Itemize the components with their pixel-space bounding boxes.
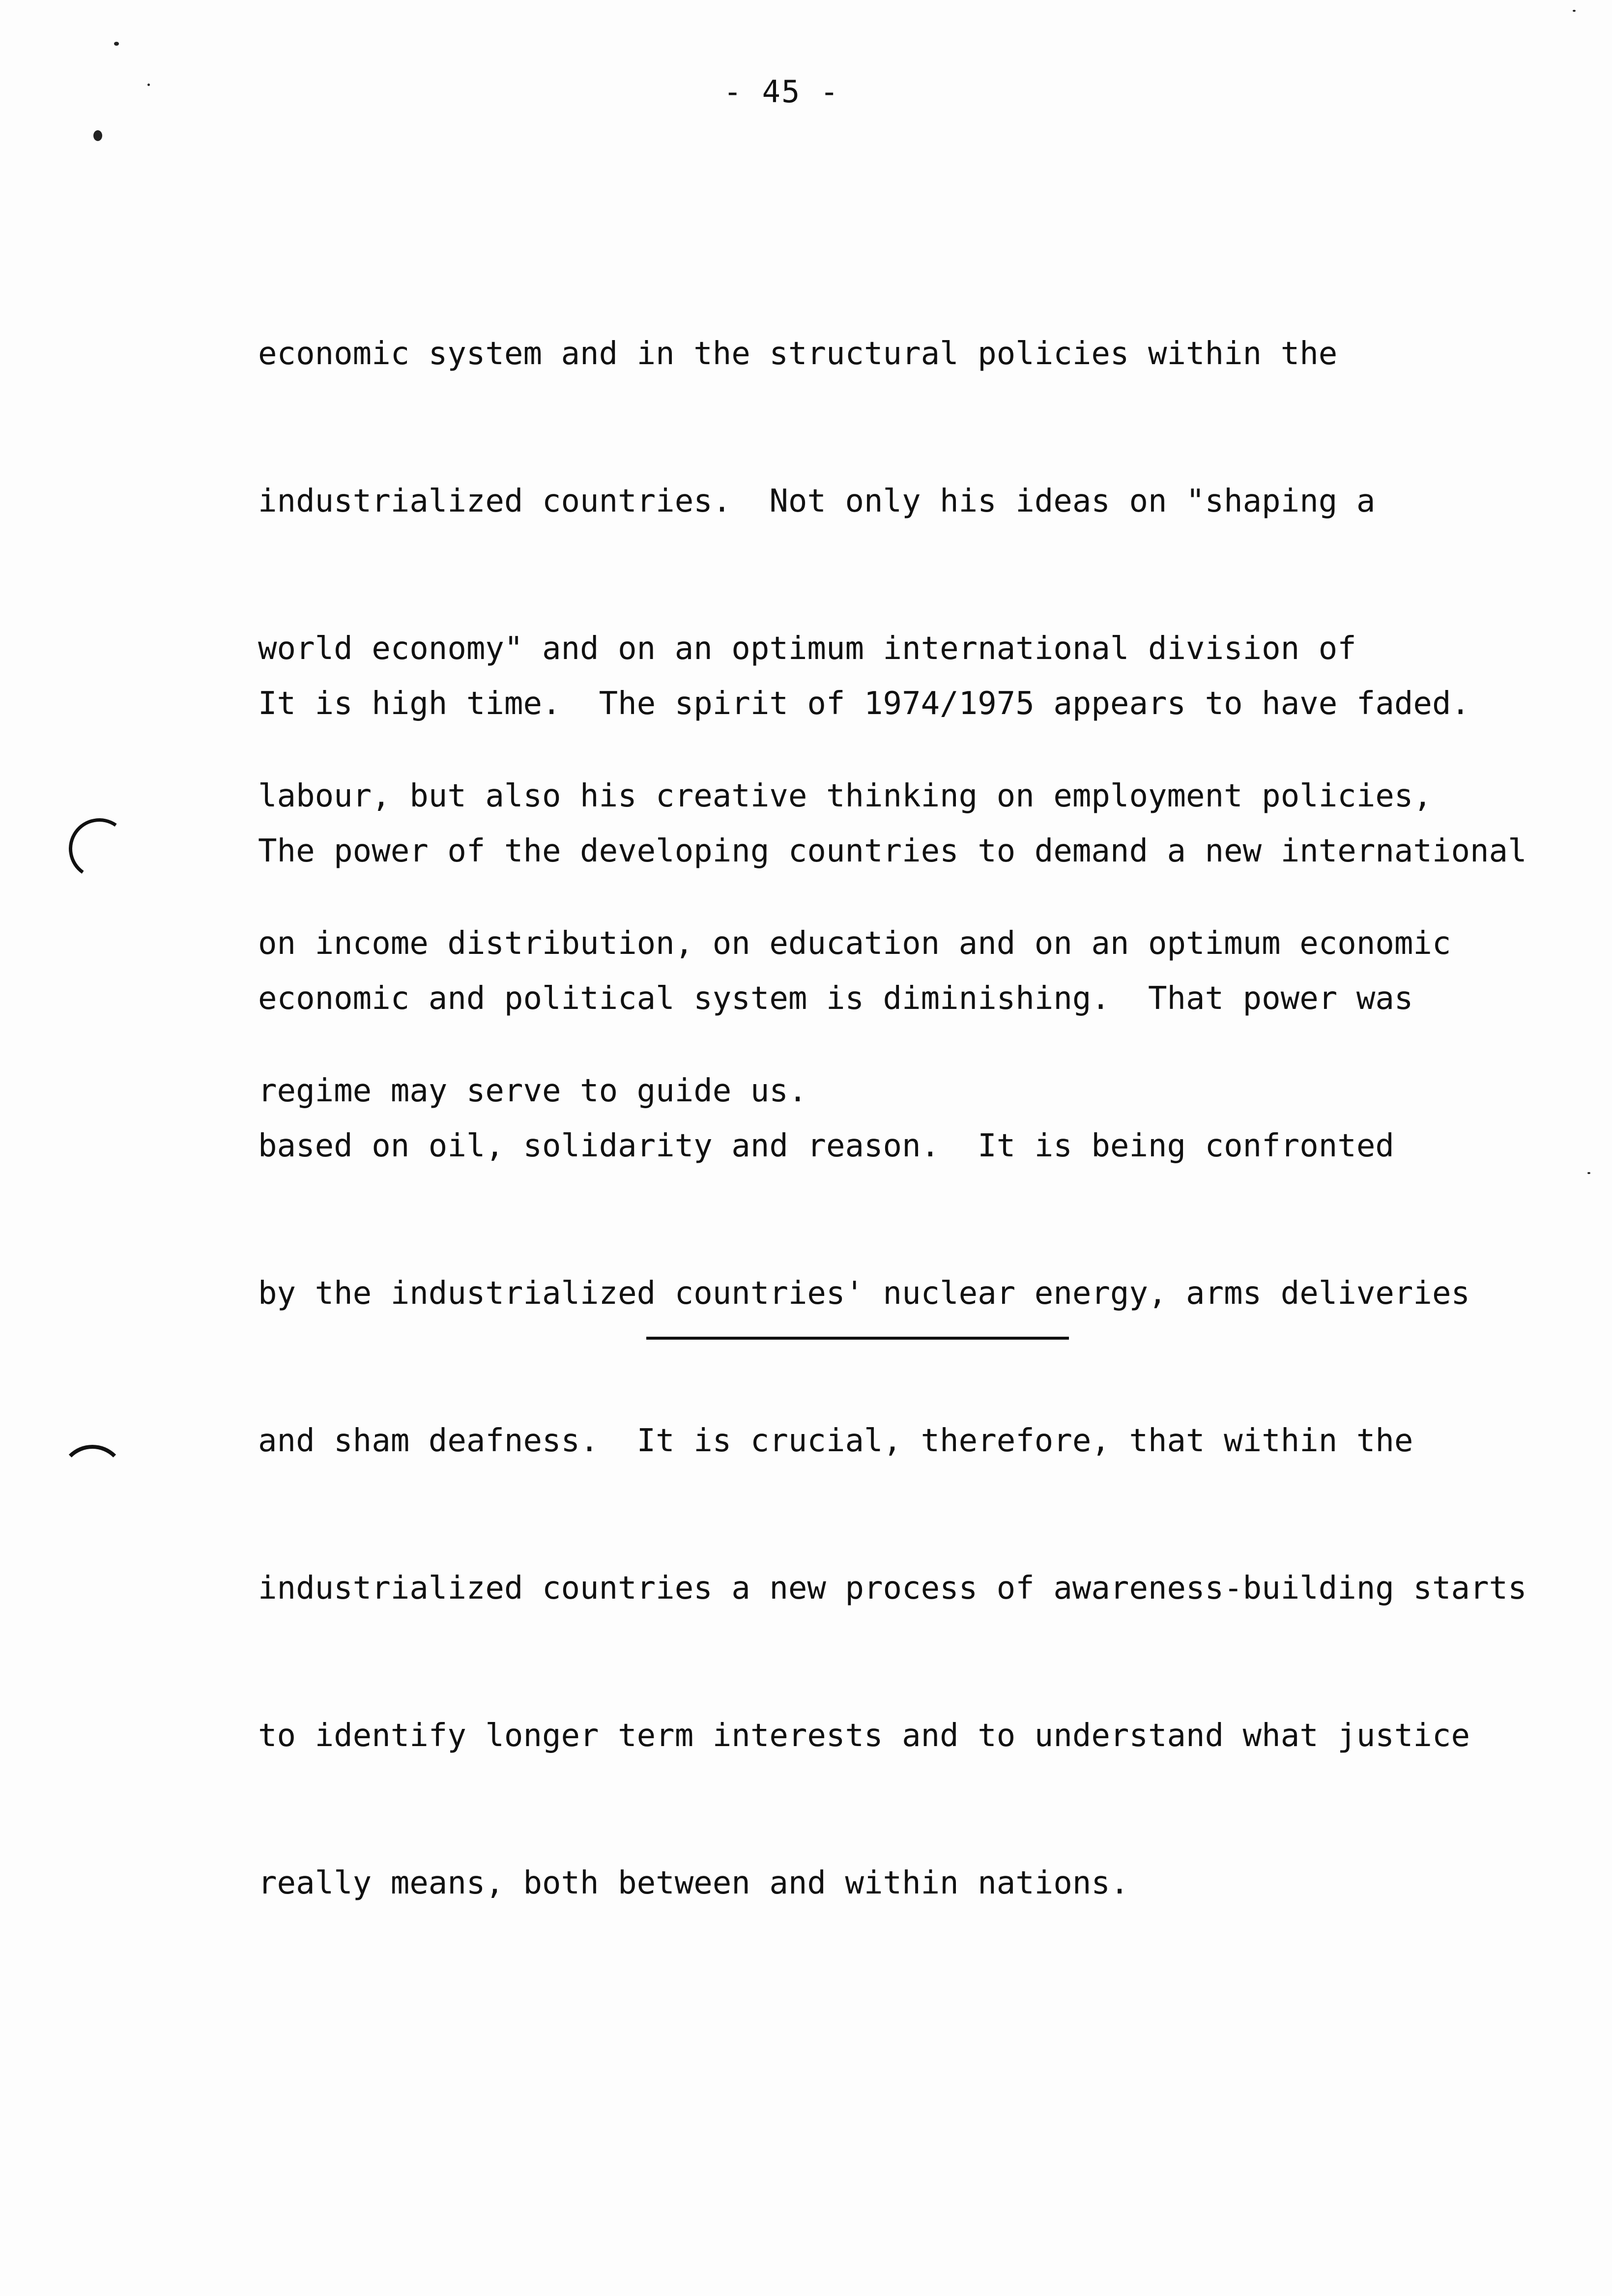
page-number: - 45 -	[723, 74, 839, 110]
text-line: based on oil, solidarity and reason. It is being confronted	[258, 1128, 1394, 1164]
text-line: economic system and in the structural policies within the	[258, 336, 1338, 372]
scan-speck	[1573, 10, 1576, 12]
text-line: It is high time. The spirit of 1974/1975 appears to have faded.	[258, 686, 1470, 722]
text-line: to identify longer term interests and to understand what justice	[258, 1718, 1470, 1754]
scan-speck	[114, 42, 119, 46]
scan-speck	[147, 84, 150, 86]
scan-speck	[1587, 1172, 1590, 1174]
text-line: world economy" and on an optimum international division of	[258, 631, 1356, 667]
text-line: on income distribution, on education and on an optimum economic	[258, 925, 1451, 962]
text-line: and sham deafness. It is crucial, therefore, that within the	[258, 1423, 1413, 1459]
text-line: labour, but also his creative thinking on employment policies,	[258, 778, 1432, 814]
text-line: The power of the developing countries to demand a new international	[258, 833, 1527, 869]
scan-speck	[93, 130, 102, 141]
text-line: regime may serve to guide us.	[258, 1073, 807, 1109]
text-line: industrialized countries a new process of awareness-building starts	[258, 1570, 1527, 1607]
paragraph-2	[258, 581, 1527, 2006]
text-line: economic and political system is diminishing. That power was	[258, 980, 1413, 1017]
hole-punch-mark	[64, 813, 135, 884]
end-of-section-rule	[646, 1337, 1069, 1340]
text-line: by the industrialized countries' nuclear energy, arms deliveries	[258, 1275, 1470, 1312]
text-line: industrialized countries. Not only his ideas on "shaping a	[258, 483, 1376, 519]
hole-punch-mark	[59, 1445, 126, 1512]
text-line: really means, both between and within nations.	[258, 1865, 1129, 1901]
